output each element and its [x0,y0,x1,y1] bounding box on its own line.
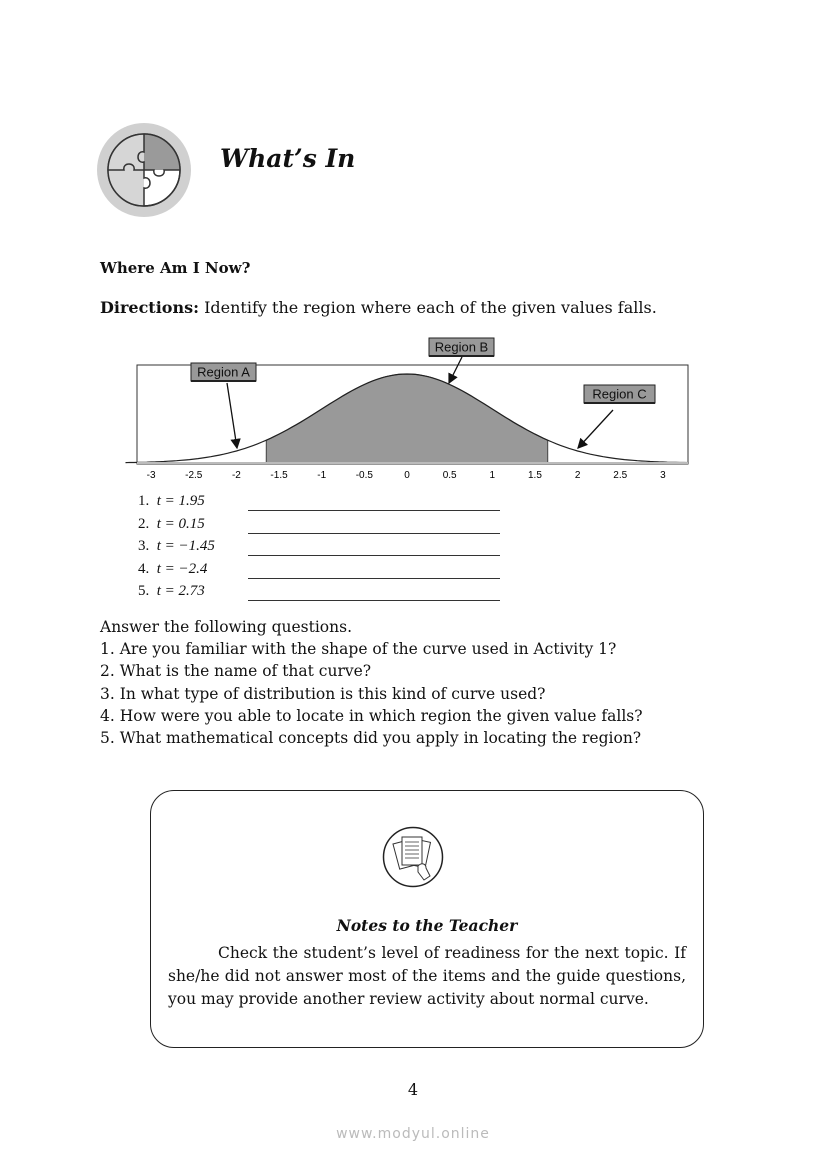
notes-title: Notes to the Teacher [336,916,518,935]
x-tick-label: -0.5 [355,470,373,481]
item-expression: t = −2.4 [156,560,208,577]
x-tick-label: -2.5 [185,470,203,481]
x-tick-label: -3 [146,470,156,481]
region-label-text: Region B [434,339,489,355]
exercise-item [138,561,207,578]
answer-blank[interactable] [248,600,500,601]
item-expression: t = −1.45 [156,538,215,555]
answer-blank[interactable] [248,510,500,511]
watermark: www.modyul.online [336,1126,490,1142]
item-number: 5. [138,583,150,600]
page-number: 4 [407,1080,419,1099]
subheading: Where Am I Now? [100,259,251,277]
exercise-item [138,516,205,533]
answer-blank[interactable] [248,533,500,534]
x-tick-label: -1 [317,470,327,481]
x-tick-label: 2.5 [613,470,628,481]
item-expression: t = 0.15 [156,515,205,532]
item-number: 3. [138,538,150,555]
region-label-text: Region A [197,364,250,380]
exercise-item [138,538,215,555]
papers-hand-icon [382,826,444,888]
x-tick-label: -1.5 [270,470,288,481]
answer-blank[interactable] [248,578,500,579]
x-tick-label: 1 [489,470,496,481]
x-tick-label: -2 [231,470,241,481]
notes-text: Check the student’s level of readiness for the next topic. If she/he did not answer most of the items and the guide questions, you may provide another review activity about normal curve. [168,944,686,1008]
x-tick-label: 1.5 [527,470,542,481]
exercise-item [138,583,205,600]
answer-blank[interactable] [248,555,500,556]
x-tick-label: 2 [574,470,581,481]
region-label-text: Region C [592,386,647,402]
question-item: 4. How were you able to locate in which region the given value falls? [100,706,643,725]
exercise-item [138,493,205,510]
question-item: 3. In what type of distribution is this kind of curve used? [100,684,546,703]
item-number: 2. [138,515,150,532]
directions-label: Directions: [100,298,199,317]
question-item: 1. Are you familiar with the shape of the curve used in Activity 1? [100,640,617,658]
x-tick-label: 0 [404,470,410,481]
question-item: 2. What is the name of that curve? [100,662,372,681]
directions-text: Identify the region where each of the given values falls. [199,298,657,317]
questions-intro: Answer the following questions. [100,618,353,636]
question-item: 5. What mathematical concepts did you apply in locating the region? [100,729,642,748]
item-number: 1. [138,493,150,509]
x-tick-label: 3 [660,470,666,481]
item-number: 4. [138,560,150,577]
section-title: What’s In [220,144,356,173]
normal-curve-chart [0,0,826,490]
item-expression: t = 2.73 [156,583,205,600]
x-tick-label: 0.5 [442,470,457,481]
item-expression: t = 1.95 [156,493,205,509]
